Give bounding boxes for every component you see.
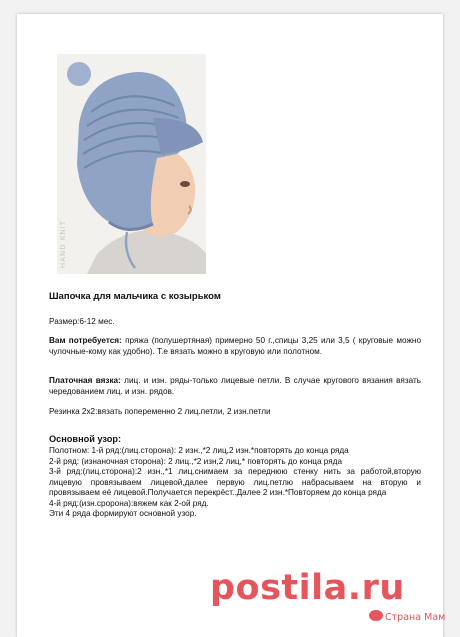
baby-hat-illustration [57, 54, 206, 274]
main-pattern-heading: Основной узор: [49, 434, 122, 444]
pattern-row-line: 2-й ряд: (изнаночная сторона): 2 лиц.,*2 изн,2 лиц,* повторять до конца ряда [49, 456, 342, 466]
postila-watermark: postila.ru [210, 568, 405, 608]
materials-paragraph [49, 336, 421, 357]
document-page [17, 14, 446, 637]
garter-stitch-text: лиц. и изн. ряды-только лицевые петли. В случае кругового вязания вязать чередованием лиц. и изн. рядов. [49, 376, 421, 396]
materials-text: пряжа (полушертяная) примерно 50 г.,спицы 3,25 или 3,5 ( круговые можно чулочные-кому как удобно). Т.е вязать можно в круговую или полотном. [49, 336, 421, 356]
rib-stitch-line: Резинка 2х2:вязать попеременно 2 лиц.петли, 2 изн.петли [49, 407, 271, 416]
garter-stitch-paragraph [49, 376, 421, 397]
photo-credit: HAND KNIT [59, 219, 67, 268]
materials-label: Вам потребуется: [49, 336, 122, 345]
pattern-row-line: Эти 4 ряда формируют основной узор. [49, 509, 197, 518]
pattern-row-line: Полотном: 1-й ряд:(лиц.сторона): 2 изн.,*2 лиц,2 изн.*повторять до конца ряда [49, 446, 349, 455]
strana-mam-watermark: Страна Мам [385, 612, 446, 623]
size-line: Размер:6-12 мес. [49, 317, 115, 326]
main-pattern-body [49, 446, 421, 520]
speech-bubble-icon [369, 610, 383, 621]
baby-hat-photo [57, 54, 206, 274]
garter-stitch-label: Платочная вязка: [49, 376, 121, 385]
pattern-row-line: 4-й ряд:(изн.сророна):вяжем как 2-ой ряд. [49, 498, 209, 508]
pattern-title: Шапочка для мальчика с козырьком [49, 291, 221, 302]
pattern-row-line: 3-й ряд:(лиц.сторона):2 изн.,*1 лиц.снимаем за переднюю стенку нить за работой,вторую лицевую провязываем лицевой,далее первую лиц.петлю набрасываем на вторую и провязываем её лицевой.Получается перекрёст..Далее 2 изн.*Повторяем до конца ряда [49, 467, 421, 497]
